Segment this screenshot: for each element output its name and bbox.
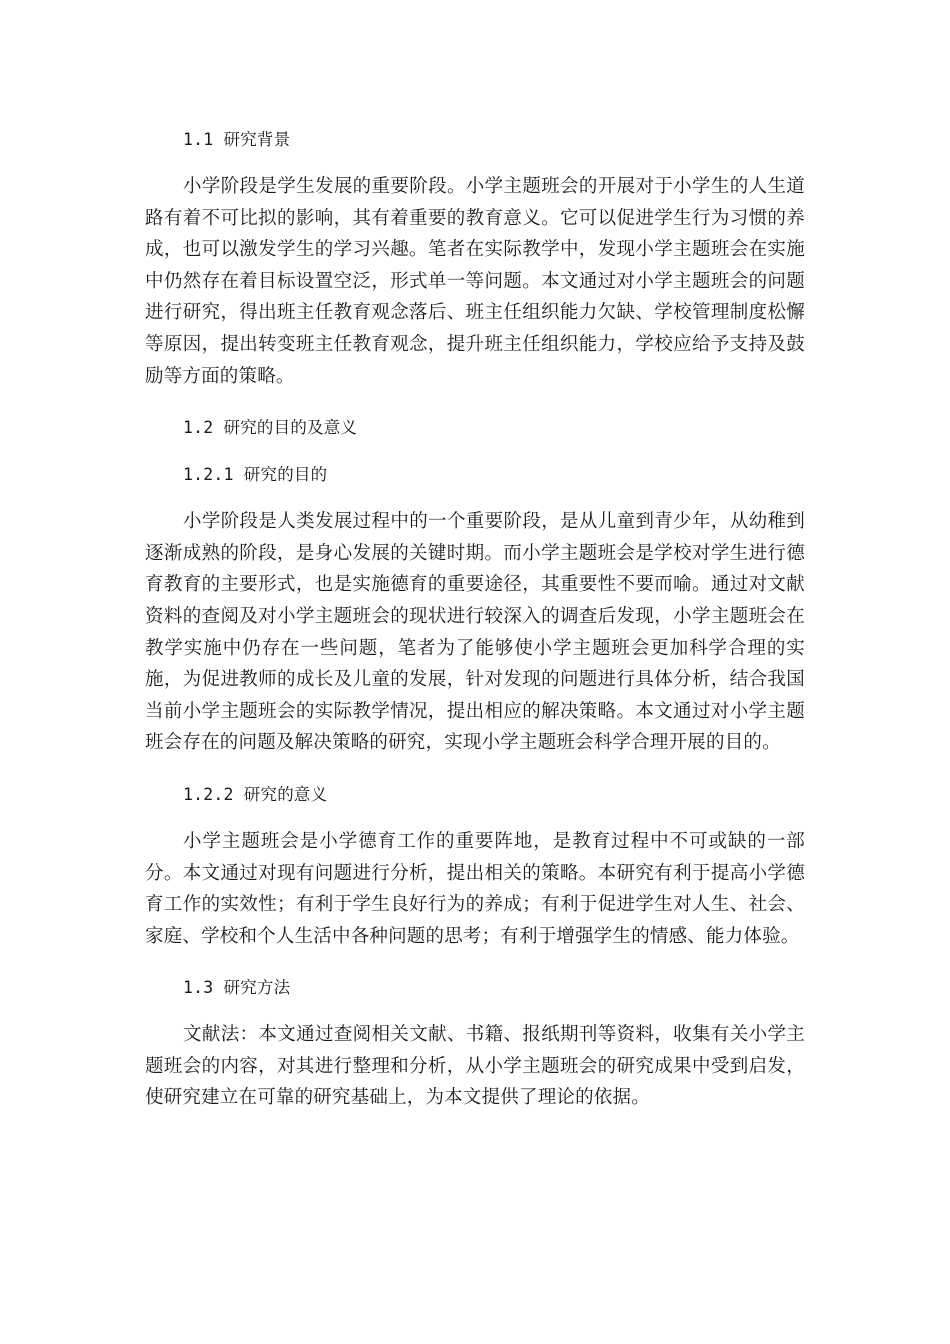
- paragraph-research-purpose: 小学阶段是人类发展过程中的一个重要阶段，是从儿童到青少年，从幼稚到逐渐成熟的阶段，是身心发展的关键时期。而小学主题班会是学校对学生进行德育教育的主要形式，也是实施德育的重要途径，其重要性不要而喻。通过对文献资料的查阅及对小学主题班会的现状进行较深入的调查后发现，小学主题班会在教学实施中仍存在一些问题，笔者为了能够使小学主题班会更加科学合理的实施，为促进教师的成长及儿童的发展，针对发现的问题进行具体分析，结合我国当前小学主题班会的实际教学情况，提出相应的解决策略。本文通过对小学主题班会存在的问题及解决策略的研究，实现小学主题班会科学合理开展的目的。: [145, 511, 805, 754]
- section-heading-1-3: 1.3 研究方法: [183, 978, 291, 998]
- paragraph-research-background: 小学阶段是学生发展的重要阶段。小学主题班会的开展对于小学生的人生道路有着不可比拟的影响，其有着重要的教育意义。它可以促进学生行为习惯的养成，也可以激发学生的学习兴趣。笔者在实际教学中，发现小学主题班会在实施中仍然存在着目标设置空泛，形式单一等问题。本文通过对小学主题班会的问题进行研究，得出班主任教育观念落后、班主任组织能力欠缺、学校管理制度松懈等原因，提出转变班主任教育观念，提升班主任组织能力，学校应给予支持及鼓励等方面的策略。: [145, 176, 805, 387]
- paragraph-research-method: 文献法：本文通过查阅相关文献、书籍、报纸期刊等资料，收集有关小学主题班会的内容，对其进行整理和分析，从小学主题班会的研究成果中受到启发，使研究建立在可靠的研究基础上，为本文提供了理论的依据。: [145, 1024, 805, 1109]
- document-body: [145, 124, 805, 1114]
- section-heading-1-2: 1.2 研究的目的及意义: [183, 418, 358, 438]
- section-heading-1-1: 1.1 研究背景: [183, 130, 291, 149]
- section-heading-1-2-2: 1.2.2 研究的意义: [183, 784, 328, 804]
- paragraph-research-significance: 小学主题班会是小学德育工作的重要阵地，是教育过程中不可或缺的一部分。本文通过对现有问题进行分析，提出相关的策略。本研究有利于提高小学德育工作的实效性；有利于学生良好行为的养成；有利于促进学生对人生、社会、家庭、学校和个人生活中各种问题的思考；有利于增强学生的情感、能力体验。: [145, 830, 805, 947]
- section-heading-1-2-1: 1.2.1 研究的目的: [183, 465, 328, 485]
